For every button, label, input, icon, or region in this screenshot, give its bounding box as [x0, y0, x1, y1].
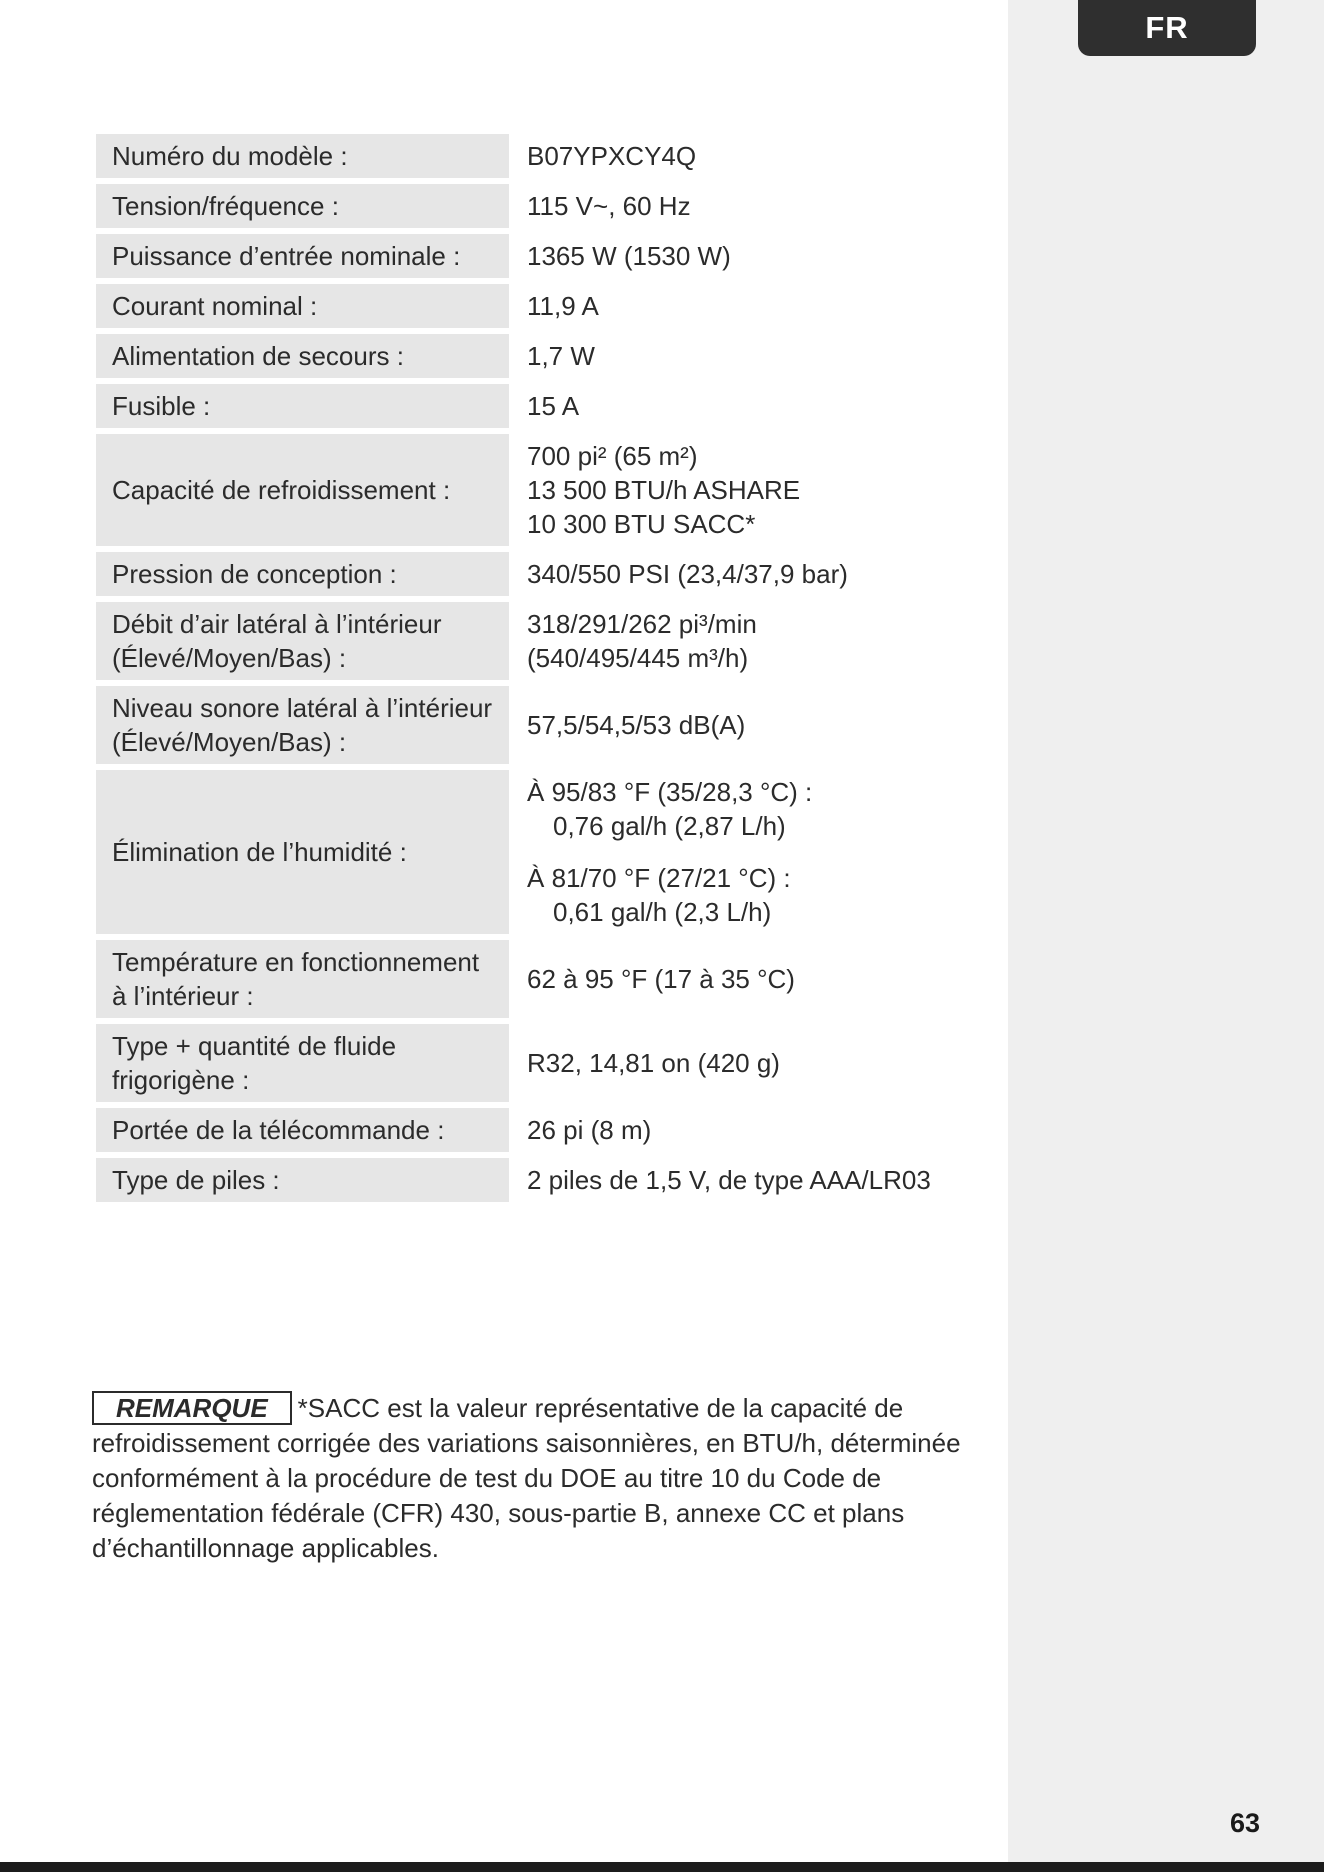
spec-label: Niveau sonore latéral à l’intérieur (Élevé/Moyen/Bas) :	[96, 686, 517, 764]
spec-value	[517, 284, 956, 328]
spec-value	[517, 1024, 956, 1102]
spec-row	[96, 1108, 956, 1152]
spec-row	[96, 686, 956, 764]
spec-row	[96, 1158, 956, 1202]
spec-label: Alimentation de secours :	[96, 334, 517, 378]
spec-label: Numéro du modèle :	[96, 134, 517, 178]
spec-value-line: 318/291/262 pi³/min	[527, 609, 757, 639]
spec-value-line: À 81/70 °F (27/21 °C) :	[527, 863, 791, 893]
spec-row	[96, 940, 956, 1018]
spec-value	[517, 434, 956, 546]
spec-value	[517, 602, 956, 680]
spec-label: Tension/fréquence :	[96, 184, 517, 228]
spec-row	[96, 552, 956, 596]
spec-value-line: 26 pi (8 m)	[527, 1115, 652, 1145]
spec-value-line: 10 300 BTU SACC*	[527, 509, 756, 539]
note-badge: REMARQUE	[92, 1391, 292, 1425]
spec-label: Fusible :	[96, 384, 517, 428]
page-number: 63	[1230, 1808, 1261, 1838]
spec-value-line: 115 V~, 60 Hz	[527, 191, 691, 221]
spec-label: Courant nominal :	[96, 284, 517, 328]
spec-row	[96, 334, 956, 378]
spec-row	[96, 602, 956, 680]
spec-value-line: B07YPXCY4Q	[527, 141, 697, 171]
bottom-rule	[0, 1862, 1324, 1872]
language-tab: FR	[1078, 0, 1256, 56]
spec-value	[517, 184, 956, 228]
spec-value	[517, 552, 956, 596]
spec-label: Débit d’air latéral à l’intérieur (Élevé/Moyen/Bas) :	[96, 602, 517, 680]
spec-label: Température en fonctionnement à l’intérieur :	[96, 940, 517, 1018]
spec-row	[96, 284, 956, 328]
spec-value-line: À 95/83 °F (35/28,3 °C) :	[527, 777, 813, 807]
spec-row	[96, 384, 956, 428]
spec-table	[96, 128, 956, 1208]
value-gap	[527, 843, 940, 861]
spec-value-line: 0,76 gal/h (2,87 L/h)	[553, 811, 786, 841]
note-text: *SACC est la valeur représentative de la capacité de refroidissement corrigée des variations saisonnières, en BTU/h, déterminée conformément à la procédure de test du DOE au titre 10 du Code de réglementation fédérale (CFR) 430, sous-partie B, annexe CC et plans d’échantillonnage applicables.	[92, 1393, 961, 1563]
spec-value	[517, 770, 956, 934]
spec-label: Élimination de l’humidité :	[96, 770, 517, 934]
spec-value-line: 62 à 95 °F (17 à 35 °C)	[527, 964, 795, 994]
spec-value	[517, 940, 956, 1018]
spec-label: Type + quantité de fluide frigorigène :	[96, 1024, 517, 1102]
spec-value	[517, 384, 956, 428]
spec-value-line: R32, 14,81 on (420 g)	[527, 1048, 780, 1078]
spec-value-line: 57,5/54,5/53 dB(A)	[527, 710, 746, 740]
spec-value-line: 11,9 A	[527, 291, 599, 321]
spec-label: Portée de la télécommande :	[96, 1108, 517, 1152]
spec-value	[517, 1108, 956, 1152]
spec-row	[96, 134, 956, 178]
spec-label: Type de piles :	[96, 1158, 517, 1202]
spec-value-line: 15 A	[527, 391, 580, 421]
spec-value	[517, 234, 956, 278]
spec-value-line: 2 piles de 1,5 V, de type AAA/LR03	[527, 1165, 931, 1195]
spec-value-line: 1365 W (1530 W)	[527, 241, 731, 271]
spec-value-line: (540/495/445 m³/h)	[527, 643, 749, 673]
spec-row	[96, 434, 956, 546]
spec-value-line: 700 pi² (65 m²)	[527, 441, 698, 471]
spec-label: Pression de conception :	[96, 552, 517, 596]
spec-value	[517, 1158, 956, 1202]
spec-label: Puissance d’entrée nominale :	[96, 234, 517, 278]
spec-row	[96, 1024, 956, 1102]
side-band	[1008, 0, 1324, 1862]
spec-value-line: 1,7 W	[527, 341, 595, 371]
spec-value	[517, 134, 956, 178]
spec-row	[96, 234, 956, 278]
spec-value-line: 13 500 BTU/h ASHARE	[527, 475, 801, 505]
spec-table-body	[96, 134, 956, 1202]
spec-row	[96, 184, 956, 228]
spec-value	[517, 334, 956, 378]
spec-value	[517, 686, 956, 764]
spec-row	[96, 770, 956, 934]
spec-label: Capacité de refroidissement :	[96, 434, 517, 546]
note-section	[92, 1391, 1012, 1566]
spec-value-line: 0,61 gal/h (2,3 L/h)	[553, 897, 772, 927]
spec-value-line: 340/550 PSI (23,4/37,9 bar)	[527, 559, 848, 589]
